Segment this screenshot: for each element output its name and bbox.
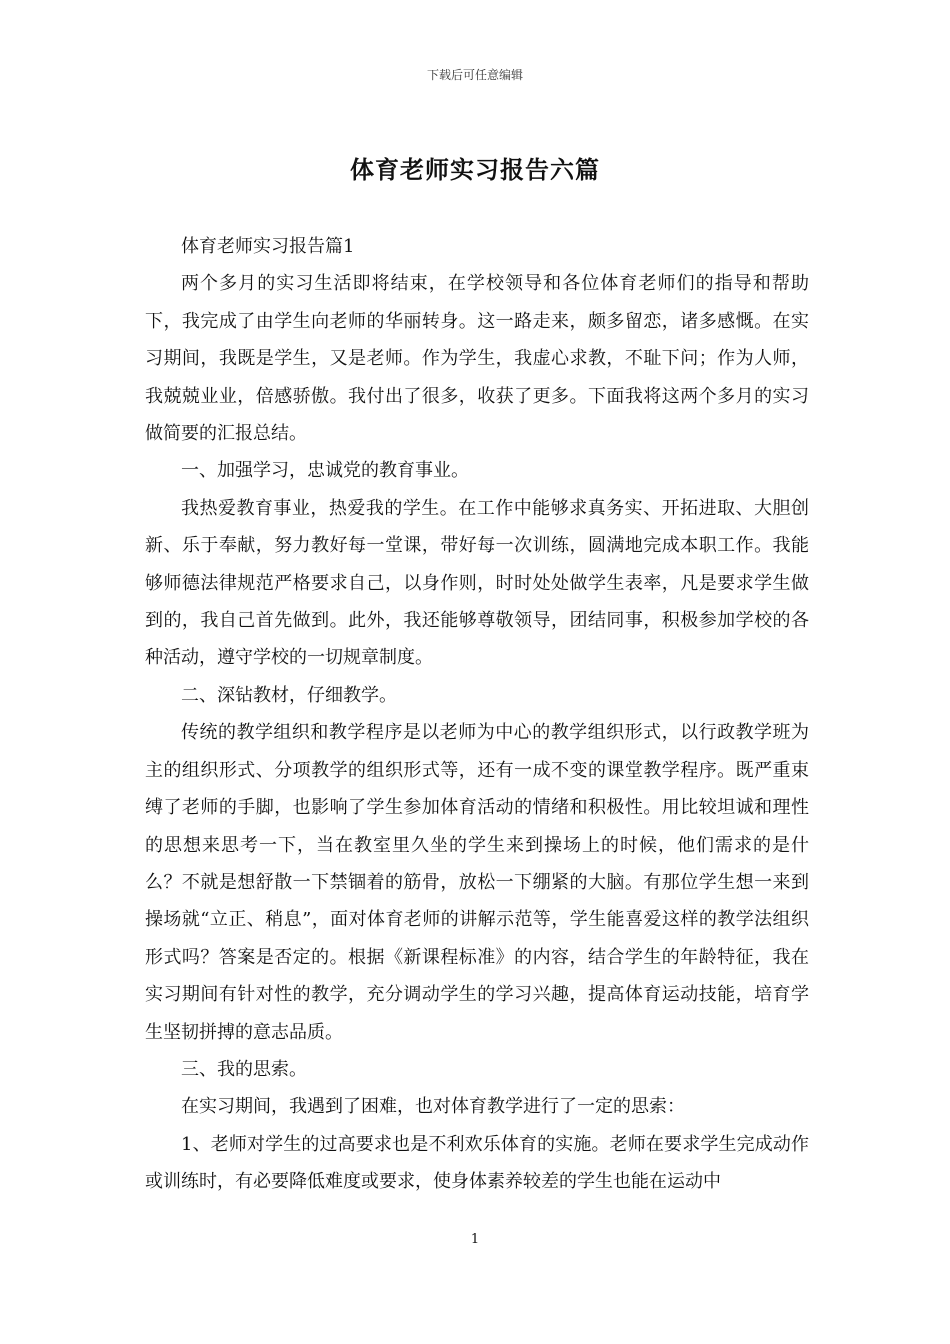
body-paragraph: 1、老师对学生的过高要求也是不利欢乐体育的实施。老师在要求学生完成动作或训练时，有必要降低难度或要求，使身体素养较差的学生也能在运动中 <box>145 1133 809 1193</box>
section-heading: 一、加强学习，忠诚党的教育事业。 <box>181 460 469 482</box>
section-heading: 二、深钻教材，仔细教学。 <box>181 684 397 706</box>
body-paragraph: 我热爱教育事业，热爱我的学生。在工作中能够求真务实、开拓进取、大胆创新、乐于奉献，努力教好每一堂课，带好每一次训练，圆满地完成本职工作。我能够师德法律规范严格要求自己，以身作则，时时处处做学生表率，凡是要求学生做到的，我自己首先做到。此外，我还能够尊敬领导，团结同事，积极参加学校的各种活动，遵守学校的一切规章制度。 <box>145 497 809 669</box>
document-title: 体育老师实习报告六篇 <box>350 155 600 184</box>
body-paragraph: 传统的教学组织和教学程序是以老师为中心的教学组织形式，以行政教学班为主的组织形式、分项教学的组织形式等，还有一成不变的课堂教学程序。既严重束缚了老师的手脚，也影响了学生参加体育活动的情绪和积极性。用比较坦诚和理性的思想来思考一下，当在教室里久坐的学生来到操场上的时候，他们需求的是什么？不就是想舒散一下禁锢着的筋骨，放松一下绷紧的大脑。有那位学生想一来到操场就“立正、稍息”，面对体育老师的讲解示范等，学生能喜爱这样的教学法组织形式吗？答案是否定的。根据《新课程标准》的内容，结合学生的年龄特征，我在实习期间有针对性的教学，充分调动学生的学习兴趣，提高体育运动技能，培育学生坚韧拼搏的意志品质。 <box>145 722 809 1043</box>
document-body <box>145 228 809 1201</box>
body-paragraph: 在实习期间，我遇到了困难，也对体育教学进行了一定的思索： <box>181 1096 685 1118</box>
section-heading: 三、我的思索。 <box>181 1058 307 1080</box>
header-note: 下载后可任意编辑 <box>426 68 523 82</box>
body-paragraph: 两个多月的实习生活即将结束，在学校领导和各位体育老师们的指导和帮助下，我完成了由学生向老师的华丽转身。这一路走来，颇多留恋，诸多感慨。在实习期间，我既是学生，又是老师。作为学生，我虚心求教，不耻下问；作为人师，我兢兢业业，倍感骄傲。我付出了很多，收获了更多。下面我将这两个多月的实习做简要的汇报总结。 <box>145 273 809 445</box>
page-number: 1 <box>470 1232 480 1247</box>
section-heading: 体育老师实习报告篇1 <box>181 236 355 257</box>
